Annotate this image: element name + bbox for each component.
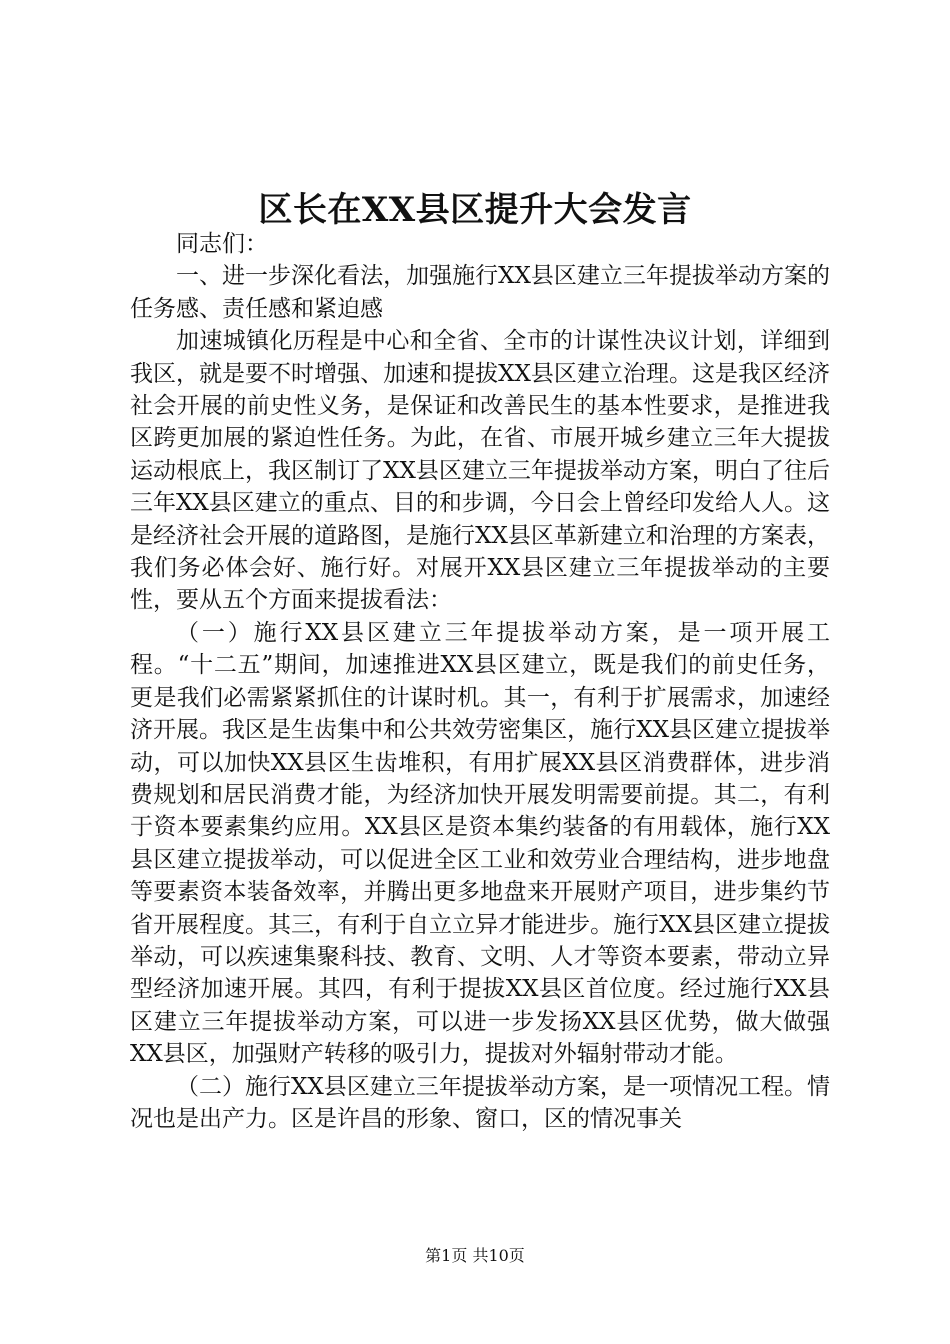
section-heading: 一、进一步深化看法，加强施行XX县区建立三年提拔举动方案的任务感、责任感和紧迫感 (130, 263, 830, 322)
document-title: 区长在XX县区提升大会发言 (258, 190, 692, 230)
page-footer: 第1页 共10页 (425, 1246, 525, 1265)
body-paragraph: 加速城镇化历程是中心和全省、全市的计谋性决议计划，详细到我区，就是要不时增强、加速和提拔XX县区建立治理。这是我区经济社会开展的前史性义务，是保证和改善民生的基本性要求，是推进我区跨更加展的紧迫性任务。为此，在省、市展开城乡建立三年大提拔运动根底上，我区制订了XX县区建立三年提拔举动方案，明白了往后三年XX县区建立的重点、目的和步调，今日会上曾经印发给人人。这是经济社会开展的道路图，是施行XX县区革新建立和治理的方案表，我们务必体会好、施行好。对展开XX县区建立三年提拔举动的主要性，要从五个方面来提拔看法： (130, 328, 830, 614)
salutation: 同志们： (176, 231, 268, 257)
body-paragraph: （一）施行XX县区建立三年提拔举动方案，是一项开展工程。“十二五”期间，加速推进XX县区建立，既是我们的前史任务，更是我们必需紧紧抓住的计谋时机。其一，有利于扩展需求，加速经济开展。我区是生齿集中和公共效劳密集区，施行XX县区建立提拔举动，可以加快XX县区生齿堆积，有用扩展XX县区消费群体，进步消费规划和居民消费才能，为经济加快开展发明需要前提。其二，有利于资本要素集约应用。XX县区是资本集约装备的有用载体，施行XX县区建立提拔举动，可以促进全区工业和效劳业合理结构，进步地盘等要素资本装备效率，并腾出更多地盘来开展财产项目，进步集约节省开展程度。其三，有利于自立立异才能进步。施行XX县区建立提拔举动，可以疾速集聚科技、教育、文明、人才等资本要素，带动立异型经济加速开展。其四，有利于提拔XX县区首位度。经过施行XX县区建立三年提拔举动方案，可以进一步发扬XX县区优势，做大做强XX县区，加强财产转移的吸引力，提拔对外辐射带动才能。 (130, 619, 830, 1068)
document-body (130, 228, 830, 1135)
body-paragraph: （二）施行XX县区建立三年提拔举动方案，是一项情况工程。情况也是出产力。区是许昌的形象、窗口，区的情况事关 (130, 1073, 830, 1132)
